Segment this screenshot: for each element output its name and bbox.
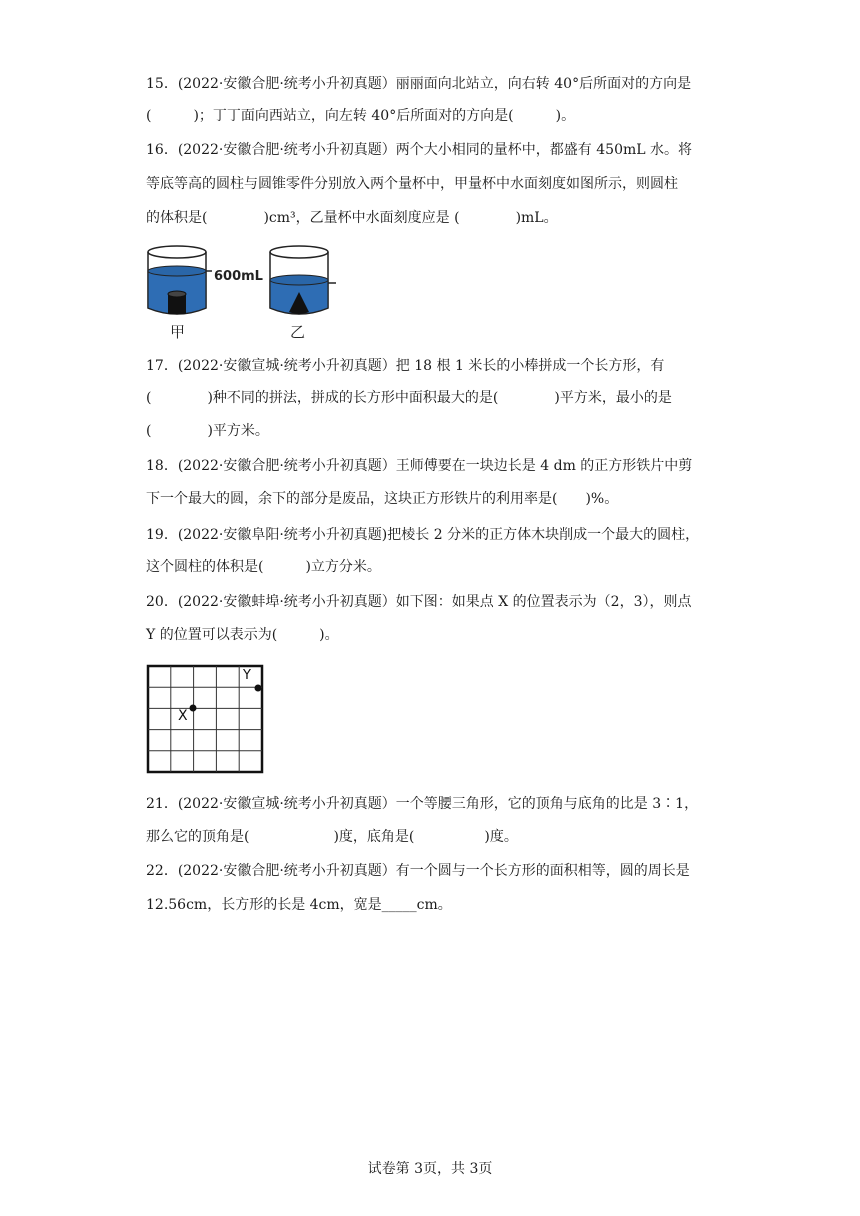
q17-line3: ( )平方米。 [146,423,269,439]
point-x-label: X [178,708,188,724]
q17-line2: ( )种不同的拼法，拼成的长方形中面积最大的是( )平方米，最小的是 [146,390,672,406]
measuring-cups-figure [144,242,364,342]
point-x [190,705,197,712]
cup-a-label: 甲 [170,323,186,341]
q17-line1: 17．(2022·安徽宣城·统考小升初真题）把 18 根 1 米长的小棒拼成一个长方形，有 [146,358,665,374]
q19-line1: 19．(2022·安徽阜阳·统考小升初真题)把棱长 2 分米的正方体木块削成一个最大的圆柱， [146,527,700,543]
q18-line1: 18．(2022·安徽合肥·统考小升初真题）王师傅要在一块边长是 4 dm 的正方形铁片中剪 [146,458,693,474]
mark-600ml-label: 600mL [214,269,263,284]
q22-line1: 22．(2022·安徽合肥·统考小升初真题）有一个圆与一个长方形的面积相等，圆的周长是 [146,863,690,879]
q16-line2: 等底等高的圆柱与圆锥零件分别放入两个量杯中，甲量杯中水面刻度如图所示，则圆柱 [146,176,678,192]
page-footer: 试卷第 3页，共 3页 [367,1161,493,1177]
q16-line3: 的体积是( )cm³，乙量杯中水面刻度应是 ( )mL。 [146,210,558,226]
point-y-label: Y [243,668,251,683]
q20-line2: Y 的位置可以表示为( )。 [146,627,339,643]
q19-line2: 这个圆柱的体积是( )立方分米。 [146,559,381,575]
q21-line2: 那么它的顶角是( )度，底角是( )度。 [146,829,518,845]
cup-b-label: 乙 [290,323,306,341]
q15-line1: 15．(2022·安徽合肥·统考小升初真题）丽丽面向北站立，向右转 40°后所面对的方向是 [146,76,692,92]
q22-line2: 12.56cm，长方形的长是 4cm，宽是_____cm。 [146,897,452,913]
cup-a [148,246,212,314]
q21-line1: 21．(2022·安徽宣城·统考小升初真题）一个等腰三角形，它的顶角与底角的比是 3∶1， [146,796,699,812]
q15-line2: ( )；丁丁面向西站立，向左转 40°后所面对的方向是( )。 [146,108,576,124]
q18-line2: 下一个最大的圆，余下的部分是废品，这块正方形铁片的利用率是( )%。 [146,491,619,507]
q20-line1: 20．(2022·安徽蚌埠·统考小升初真题）如下图：如果点 X 的位置表示为（2，3），则点 [146,594,692,610]
point-y [255,685,262,692]
cup-b [270,246,336,314]
coordinate-grid-figure [146,664,270,776]
q16-line1: 16．(2022·安徽合肥·统考小升初真题）两个大小相同的量杯中，都盛有 450mL 水。将 [146,142,692,158]
